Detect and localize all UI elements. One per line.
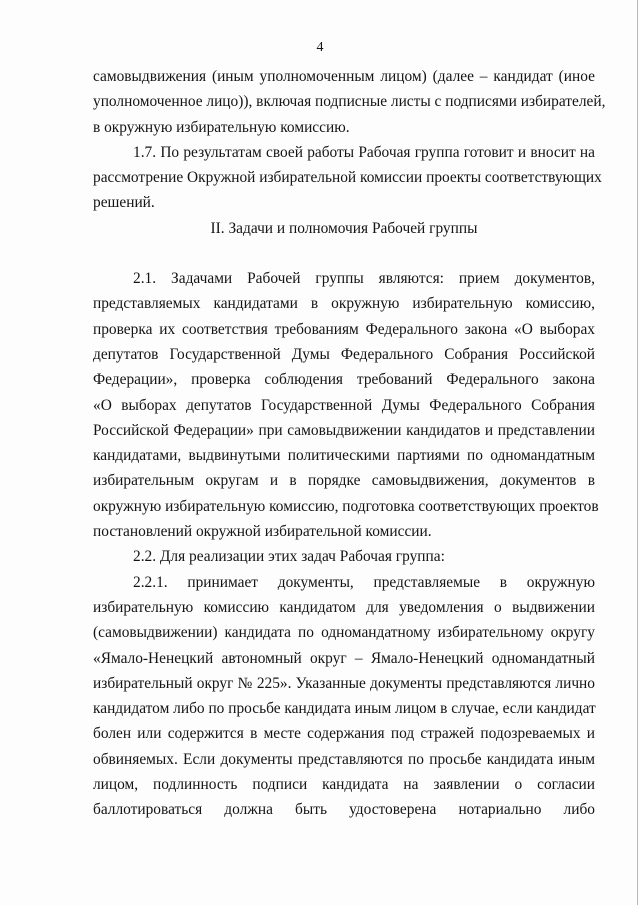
text-line: избирательным округам и в порядке самовыдвижения, документов в xyxy=(93,472,595,490)
text-line: решений. xyxy=(93,194,155,212)
text-line: обвиняемых. Если документы представляются по просьбе кандидата иным xyxy=(93,750,595,768)
text-line: баллотироваться должна быть удостоверена нотариально либо xyxy=(93,801,595,819)
text-line: проверка их соответствия требованиям Федерального закона «О выборах xyxy=(93,320,595,338)
text-line: «О выборах депутатов Государственной Думы Федерального Собрания xyxy=(93,396,595,414)
text-line: кандидатом либо по просьбе кандидата иным лицом в случае, если кандидат xyxy=(93,700,596,718)
text-line: окружную избирательную комиссию, подготовка соответствующих проектов xyxy=(93,497,599,515)
text-line: избирательную комиссию кандидатом для уведомления о выдвижении xyxy=(93,598,595,616)
text-line: 2.1. Задачами Рабочей группы являются: прием документов, xyxy=(133,270,595,288)
text-line: Российской Федерации» при самовыдвижении кандидатов и представлении xyxy=(93,421,595,439)
text-line: кандидатами, выдвинутыми политическими партиями по одномандатным xyxy=(93,447,595,465)
section-heading: II. Задачи и полномочия Рабочей группы xyxy=(210,219,478,237)
text-line: рассмотрение Окружной избирательной комиссии проекты соответствующих xyxy=(93,169,602,187)
text-line: постановлений окружной избирательной комиссии. xyxy=(93,523,432,541)
text-line: 2.2.1. принимает документы, представляемые в окружную xyxy=(133,573,595,591)
text-line: болен или содержится в месте содержания под стражей подозреваемых и xyxy=(93,725,595,743)
text-line: самовыдвижения (иным уполномоченным лицом) (далее – кандидат (иное xyxy=(93,68,595,85)
page-edge xyxy=(637,0,638,905)
text-line: избирательный округ № 225». Указанные документы представляются лично xyxy=(93,674,595,692)
document-body xyxy=(93,64,606,823)
page-number: 4 xyxy=(316,40,324,55)
blank-line xyxy=(93,241,595,266)
text-line: 1.7. По результатам своей работы Рабочая группа готовит и вносит на xyxy=(133,143,595,161)
text-line: лицом, подлинность подписи кандидата на заявлении о согласии xyxy=(93,776,595,794)
text-line: депутатов Государственной Думы Федерального Собрания Российской xyxy=(93,345,595,363)
text-line: Федерации», проверка соблюдения требований Федерального закона xyxy=(93,371,595,389)
text-line: (самовыдвижении) кандидата по одномандатному избирательному округу xyxy=(93,624,595,642)
text-line: уполномоченное лицо)), включая подписные листы с подписями избирателей, xyxy=(93,93,606,111)
text-line: представляемых кандидатами в окружную избирательную комиссию, xyxy=(93,295,595,313)
text-line: «Ямало-Ненецкий автономный округ – Ямало-Ненецкий одномандатный xyxy=(93,649,595,667)
text-line: в окружную избирательную комиссию. xyxy=(93,118,350,136)
text-line: 2.2. Для реализации этих задач Рабочая группа: xyxy=(133,548,445,566)
